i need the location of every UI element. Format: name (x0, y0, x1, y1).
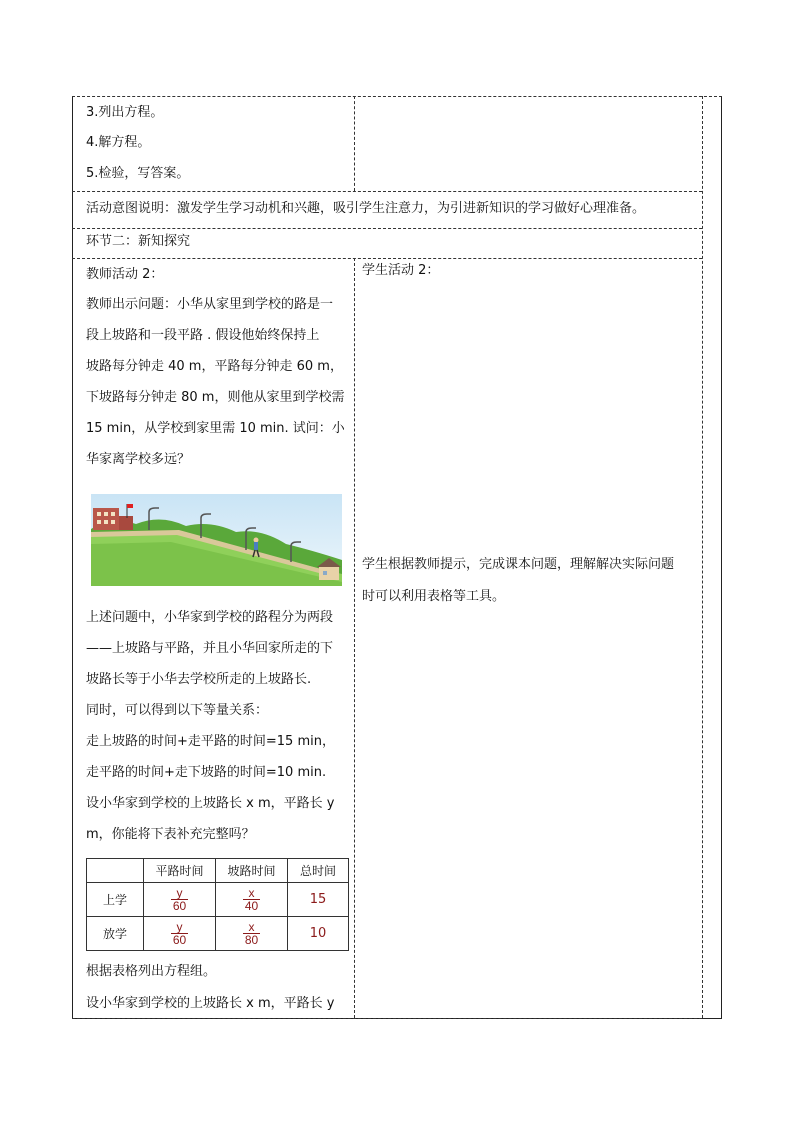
fraction-denominator: 60 (172, 898, 187, 913)
teacher-problem (86, 289, 348, 475)
total-time-cell: 15 (288, 883, 349, 917)
table-header-corner (87, 859, 144, 883)
analysis-line: m，你能将下表补充完整吗？ (86, 827, 255, 842)
time-table (86, 858, 349, 951)
fraction (171, 887, 188, 912)
student-line: 时可以利用表格等工具。 (362, 589, 506, 604)
table-row (87, 917, 349, 951)
flat-time-cell (144, 883, 216, 917)
step-5: 5.检验，写答案。 (86, 166, 190, 181)
table-header-total: 总时间 (288, 859, 349, 883)
slope-time-cell (216, 917, 288, 951)
column-divider (702, 96, 703, 1018)
fraction (243, 887, 260, 912)
analysis-line: 上述问题中，小华家到学校的路程分为两段 (86, 610, 334, 625)
problem-line: 华家离学校多远？ (86, 452, 191, 467)
step-3: 3.列出方程。 (86, 105, 164, 120)
table-row (87, 883, 349, 917)
fraction-denominator: 60 (172, 932, 187, 947)
fraction (171, 921, 188, 946)
row-label: 上学 (87, 883, 144, 917)
fraction-numerator: x (243, 921, 260, 934)
flat-time-cell (144, 917, 216, 951)
table-header-slope: 坡路时间 (216, 859, 288, 883)
fraction-numerator: y (171, 887, 188, 900)
row-divider (72, 96, 722, 97)
column-divider (354, 258, 355, 1018)
student-heading: 学生活动 2： (362, 263, 440, 278)
problem-line: 下坡路每分钟走 80 m，则他从家里到学校需 (86, 390, 345, 405)
after-table-line: 设小华家到学校的上坡路长 x m，平路长 y (86, 996, 335, 1011)
analysis-line: 坡路长等于小华去学校所走的上坡路长. (86, 672, 312, 687)
problem-line: 15 min，从学校到家里需 10 min. 试问：小 (86, 421, 345, 436)
row-label: 放学 (87, 917, 144, 951)
row-divider (72, 228, 702, 229)
after-table-line: 根据表格列出方程组。 (86, 964, 217, 979)
step-4: 4.解方程。 (86, 135, 151, 150)
row-divider (72, 258, 702, 259)
analysis-line: 设小华家到学校的上坡路长 x m，平路长 y (86, 796, 335, 811)
fraction-numerator: y (171, 921, 188, 934)
table-header-flat: 平路时间 (144, 859, 216, 883)
teacher-heading: 教师活动 2： (86, 267, 164, 282)
student-line: 学生根据教师提示，完成课本问题，理解解决实际问题 (362, 557, 675, 572)
column-divider (354, 96, 355, 191)
total-time-cell: 10 (288, 917, 349, 951)
teacher-analysis (86, 602, 348, 850)
row-divider (72, 1018, 702, 1019)
section-title: 环节二：新知探究 (86, 234, 191, 249)
analysis-line: 同时，可以得到以下等量关系： (86, 703, 269, 718)
fraction-denominator: 40 (244, 898, 259, 913)
fraction-numerator: x (243, 887, 260, 900)
fraction (243, 921, 260, 946)
analysis-line: ——上坡路与平路，并且小华回家所走的下 (86, 641, 334, 656)
fraction-denominator: 80 (244, 932, 259, 947)
activity-intent: 活动意图说明：激发学生学习动机和兴趣，吸引学生注意力，为引进新知识的学习做好心理准备。 (86, 201, 646, 216)
problem-line: 段上坡路和一段平路 . 假设他始终保持上 (86, 328, 320, 343)
row-divider (72, 191, 702, 192)
slope-time-cell (216, 883, 288, 917)
problem-line: 教师出示问题：小华从家里到学校的路是一 (86, 297, 334, 312)
analysis-line: 走上坡路的时间+走平路的时间=15 min， (86, 734, 335, 749)
analysis-line: 走平路的时间+走下坡路的时间=10 min. (86, 765, 327, 780)
slope-road-illustration (91, 494, 342, 586)
problem-line: 坡路每分钟走 40 m，平路每分钟走 60 m， (86, 359, 343, 374)
